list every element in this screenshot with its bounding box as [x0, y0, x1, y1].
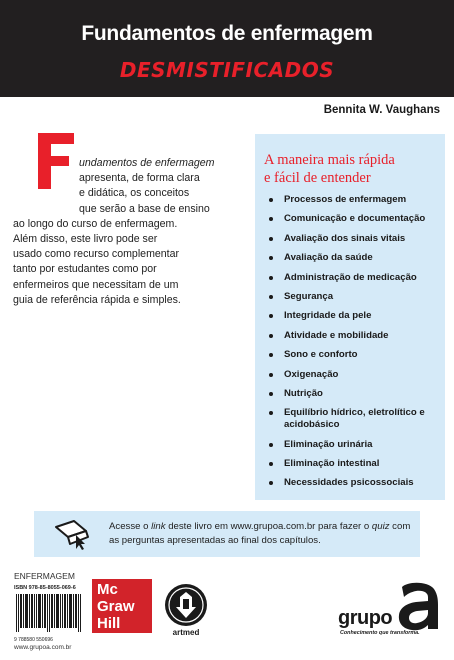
book-title: Fundamentos de enfermagem [81, 22, 373, 45]
intro-line: que serão a base de ensino [79, 202, 210, 215]
list-item: Avaliação dos sinais vitais [267, 233, 443, 245]
artmed-word: artmed [172, 628, 200, 637]
isbn-text: ISBN 978-85-8055-069-6 [14, 585, 76, 591]
panel-title: A maneira mais rápida e fácil de entender [264, 152, 395, 186]
book-subtitle: DESMISTIFICADOS [119, 58, 335, 82]
grupo-word: grupo [338, 607, 393, 629]
mcgraw-hill-logo [92, 579, 152, 633]
barcode-block [14, 585, 84, 641]
bullet-icon [269, 334, 273, 338]
intro-line: undamentos de enfermagem [79, 157, 215, 169]
bullet-icon [269, 353, 273, 357]
list-item: Atividade e mobilidade [267, 330, 443, 342]
website-banner [34, 511, 420, 557]
bullet-icon [269, 481, 273, 485]
bullet-icon [269, 392, 273, 396]
list-item: Eliminação intestinal [267, 458, 443, 470]
intro-line: apresenta, de forma clara [79, 172, 200, 185]
bullet-icon [269, 237, 273, 241]
barcode-icon [14, 594, 84, 632]
grupo-a-tagline: Conhecimento que transforma. [340, 630, 420, 636]
list-item: Processos de enfermagem [267, 194, 443, 206]
mcgraw-line-3: Hill [97, 615, 121, 632]
list-item: Segurança [267, 291, 443, 303]
bullet-icon [269, 373, 273, 377]
bullet-icon [269, 295, 273, 299]
quiz-word: quiz [371, 521, 390, 532]
cover-header [0, 0, 454, 97]
bullet-icon [269, 443, 273, 447]
bullet-icon [269, 276, 273, 280]
intro-line: Além disso, este livro pode ser [13, 233, 158, 246]
list-item: Avaliação da saúde [267, 252, 443, 264]
topics-list [267, 194, 443, 497]
intro-line: enfermeiros que necessitam de um [13, 278, 179, 291]
mcgraw-line-2: Graw [97, 598, 135, 615]
bullet-icon [269, 314, 273, 318]
intro-line: e didática, os conceitos [79, 187, 190, 200]
list-item: Integridade da pele [267, 310, 443, 322]
bullet-icon [269, 462, 273, 466]
list-item: Equilíbrio hídrico, eletrolítico e acidobásico [267, 407, 443, 431]
laptop-cursor-icon [48, 517, 94, 551]
intro-line: usado como recurso complementar [13, 248, 180, 261]
artmed-logo [164, 583, 208, 637]
link-word: link [151, 521, 166, 532]
website-url: www.grupoa.com.br [14, 644, 72, 651]
list-item: Comunicação e documentação [267, 213, 443, 225]
mcgraw-line-1: Mc [97, 581, 118, 598]
list-item: Eliminação urinária [267, 439, 443, 451]
grupo-a-logo [338, 581, 444, 637]
bullet-icon [269, 411, 273, 415]
category-label: ENFERMAGEM [14, 571, 75, 581]
list-item: Administração de medicação [267, 272, 443, 284]
bullet-icon [269, 256, 273, 260]
list-item: Nutrição [267, 388, 443, 400]
bullet-icon [269, 198, 273, 202]
intro-line: ao longo do curso de enfermagem. [13, 217, 178, 230]
barcode-digits: 9 788580 550696 [14, 637, 53, 643]
intro-line: guia de referência rápida e simples. [13, 293, 181, 306]
grupo-a-letter-icon [398, 581, 440, 631]
topics-panel [255, 134, 445, 500]
bullet-icon [269, 217, 273, 221]
intro-paragraph [13, 156, 243, 308]
list-item: Oxigenação [267, 369, 443, 381]
banner-text: Acesse o link deste livro em www.grupoa.com.br para fazer o quiz com as perguntas apresentadas ao final dos capítulos. [109, 521, 411, 546]
list-item: Sono e conforto [267, 349, 443, 361]
intro-line: tanto por estudantes como por [13, 263, 157, 276]
author-name: Bennita W. Vaughans [323, 104, 440, 116]
list-item: Necessidades psicossociais [267, 477, 443, 489]
